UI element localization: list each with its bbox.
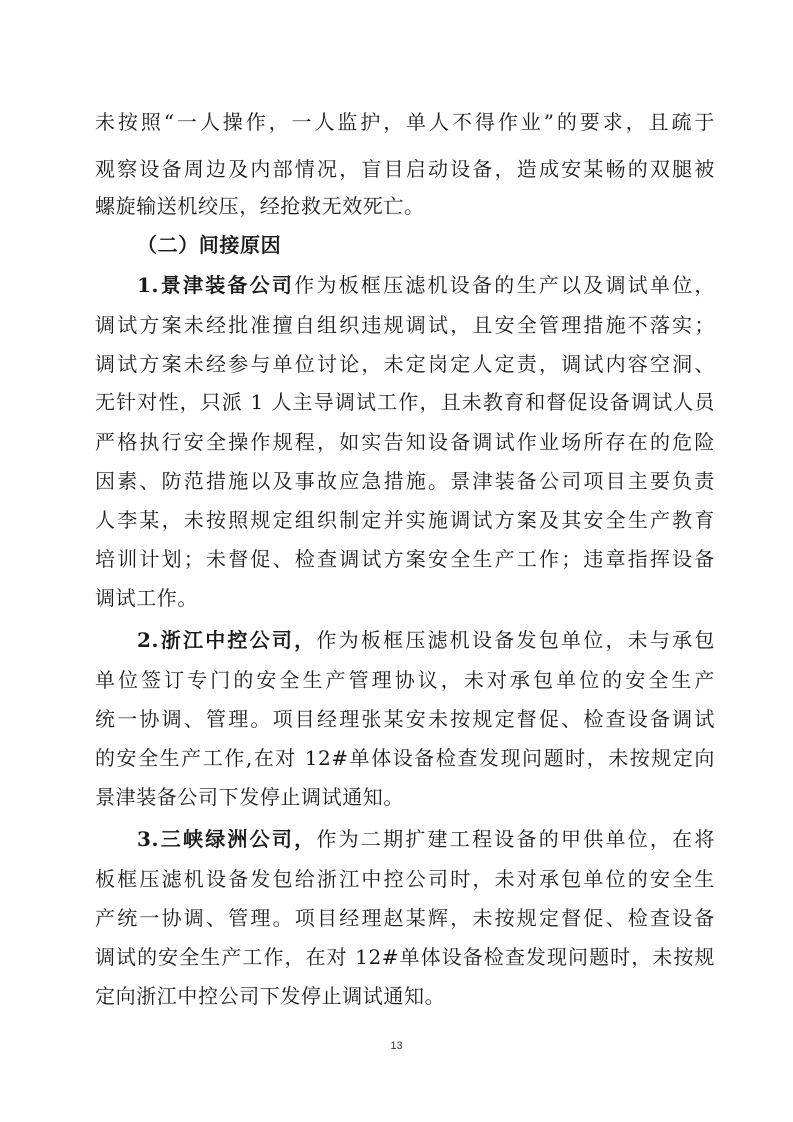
paragraph-lead-bold: 3.三峡绿洲公司， — [137, 827, 317, 851]
page-number: 13 — [390, 1040, 403, 1052]
paragraph-lead-bold: 2.浙江中控公司， — [137, 628, 317, 652]
body-text-line: 螺旋输送机绞压，经抢救无效死亡。 — [95, 194, 425, 218]
body-text-line: 景津装备公司下发停止调试通知。 — [95, 785, 404, 809]
body-text-line: 调试方案未经参与单位讨论，未定岗定人定责，调试内容空洞、 — [95, 352, 715, 376]
body-text-line: 产统一协调、管理。项目经理赵某辉，未按规定督促、检查设备 — [95, 906, 715, 930]
body-text-line: 因素、防范措施以及事故应急措施。景津装备公司项目主要负责 — [95, 469, 715, 493]
body-text-line: 未按照“一人操作，一人监护，单人不得作业”的要求，且疏于 — [95, 110, 715, 134]
body-text-line: 定向浙江中控公司下发停止调试通知。 — [95, 984, 446, 1008]
paragraph-lead-bold: 1.景津装备公司 — [137, 273, 295, 297]
body-text-line: 板框压滤机设备发包给浙江中控公司时，未对承包单位的安全生 — [95, 867, 715, 891]
body-text-line: 的安全生产工作,在对 12#单体设备检查发现问题时，未按规定向 — [95, 746, 715, 770]
paragraph-first-line — [137, 273, 715, 297]
section-heading: （二）间接原因 — [137, 233, 282, 257]
body-text-line: 调试方案未经批准擅自组织违规调试，且安全管理措施不落实； — [95, 313, 715, 337]
paragraph-first-line — [137, 827, 715, 851]
body-text-line: 观察设备周边及内部情况，盲目启动设备，造成安某畅的双腿被 — [95, 157, 715, 181]
body-text-line: 培训计划；未督促、检查调试方案安全生产工作；违章指挥设备 — [95, 547, 715, 571]
body-text-line: 统一协调、管理。项目经理张某安未按规定督促、检查设备调试 — [95, 707, 715, 731]
paragraph-first-line — [137, 628, 715, 652]
body-text-span: 作为二期扩建工程设备的甲供单位，在将 — [316, 827, 715, 851]
body-text-span: 作为板框压滤机设备发包单位，未与承包 — [316, 628, 715, 652]
body-text-line: 调试的安全生产工作，在对 12#单体设备检查发现问题时，未按规 — [95, 945, 715, 969]
body-text-line: 单位签订专门的安全生产管理协议，未对承包单位的安全生产 — [95, 668, 715, 692]
body-text-span: 作为板框压滤机设备的生产以及调试单位， — [294, 273, 715, 297]
body-text-line: 无针对性，只派 1 人主导调试工作，且未教育和督促设备调试人员 — [95, 390, 715, 414]
body-text-line: 调试工作。 — [95, 586, 198, 610]
body-text-line: 人李某，未按照规定组织制定并实施调试方案及其安全生产教育 — [95, 508, 715, 532]
body-text-line: 严格执行安全操作规程，如实告知设备调试作业场所存在的危险 — [95, 430, 715, 454]
